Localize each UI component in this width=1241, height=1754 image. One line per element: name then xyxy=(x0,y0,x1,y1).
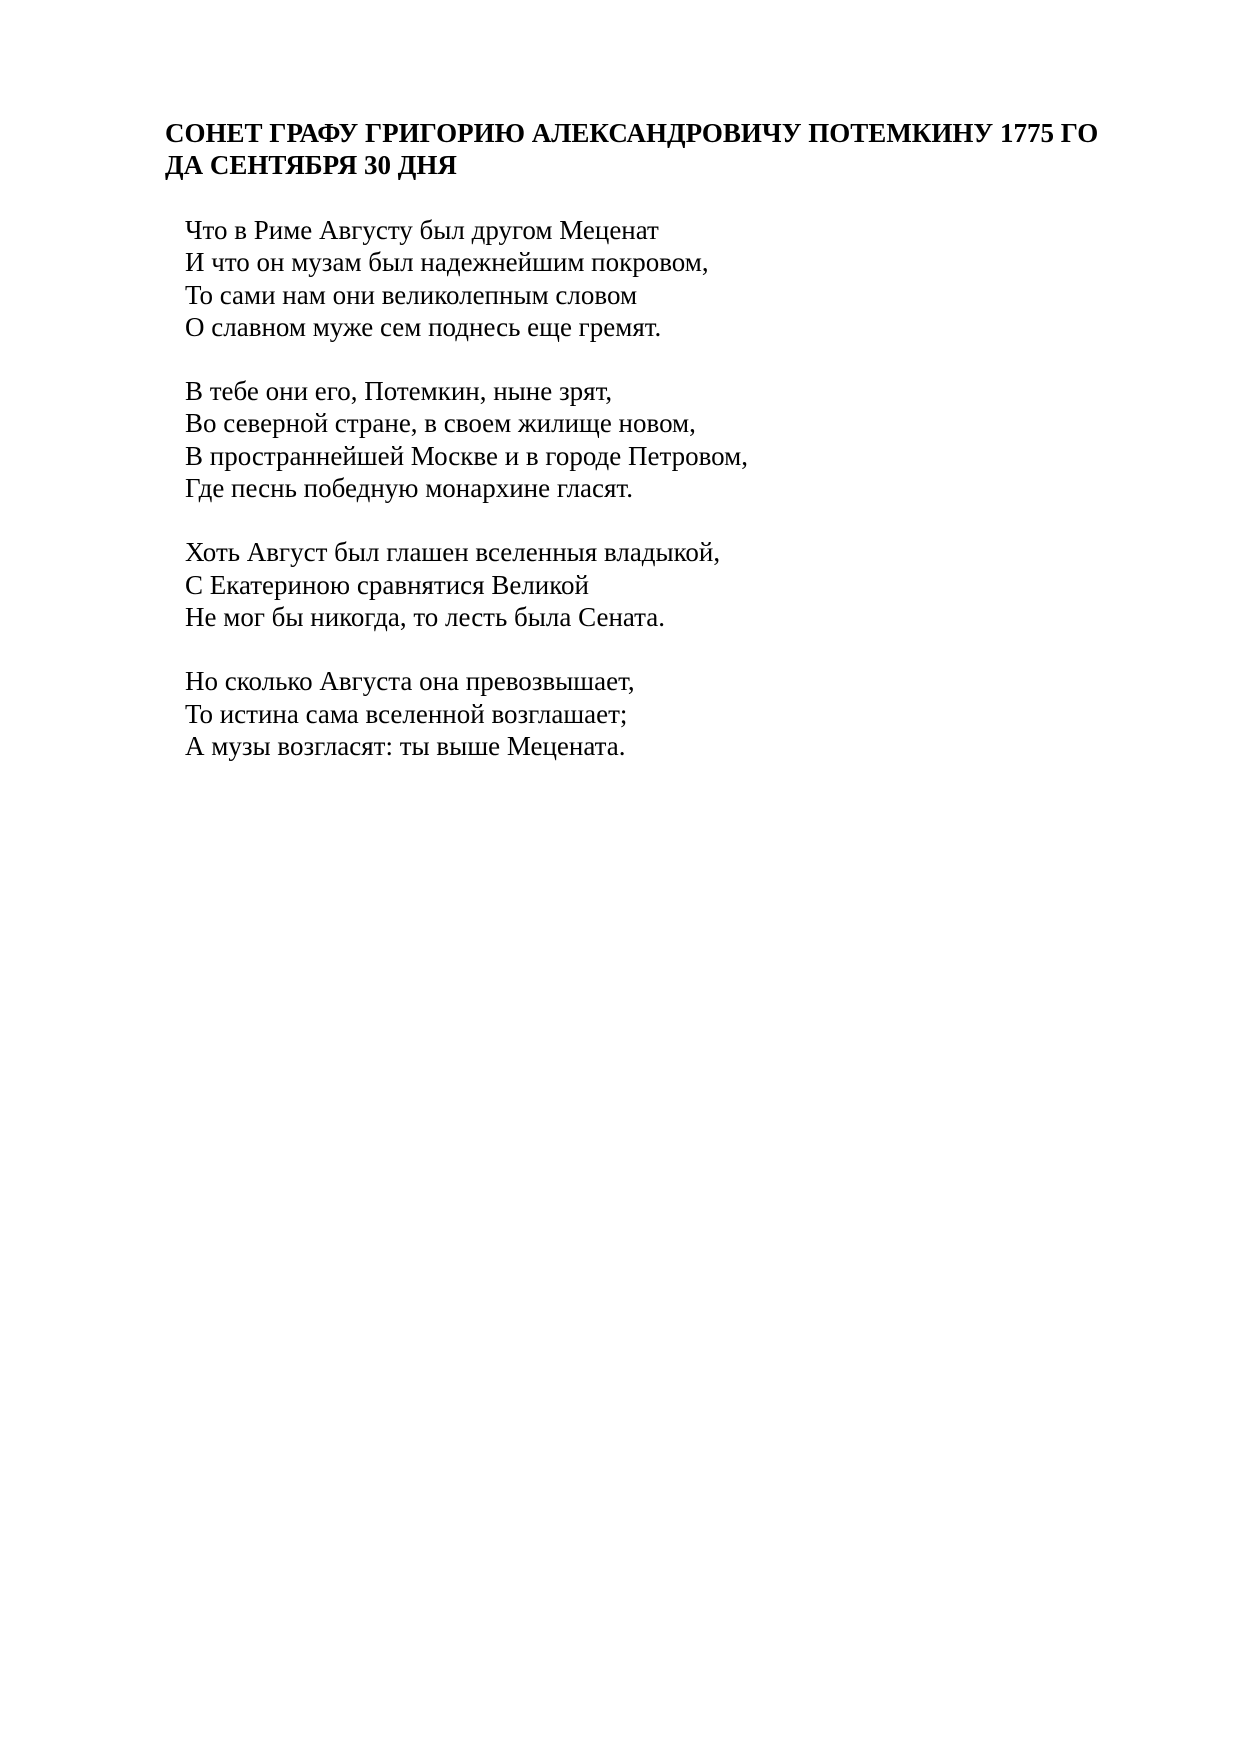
verse-line: То истина сама вселенной возглашает; xyxy=(185,698,628,729)
verse-line: То сами нам они великолепным словом xyxy=(185,279,638,310)
verse-line: С Екатериною сравнятися Великой xyxy=(185,569,589,600)
stanza-2 xyxy=(185,375,1085,504)
poem-body xyxy=(185,214,1085,794)
verse-line: О славном муже сем поднесь еще гремят. xyxy=(185,311,662,342)
stanza-1 xyxy=(185,214,1085,343)
verse-line: Во северной стране, в своем жилище новом, xyxy=(185,408,696,439)
verse-line: В тебе они его, Потемкин, ныне зрят, xyxy=(185,376,613,407)
verse-line: Не мог бы никогда, то лесть была Сената. xyxy=(185,601,666,632)
stanza-3 xyxy=(185,536,1085,633)
poem-title-line: ДА СЕНТЯБРЯ 30 ДНЯ xyxy=(165,150,457,180)
verse-line: И что он музам был надежнейшим покровом, xyxy=(185,247,709,278)
poem-title xyxy=(165,117,1165,181)
verse-line: А музы возгласят: ты выше Мецената. xyxy=(185,730,626,761)
verse-line: Где песнь победную монархине гласят. xyxy=(185,473,633,504)
verse-line: Что в Риме Августу был другом Меценат xyxy=(185,215,659,245)
verse-line: Хоть Август был глашен вселенныя владыкой, xyxy=(185,537,721,568)
poem-title-line: СОНЕТ ГРАФУ ГРИГОРИЮ АЛЕКСАНДРОВИЧУ ПОТЕМКИНУ 1775 ГО xyxy=(165,118,1099,148)
stanza-4 xyxy=(185,665,1085,762)
verse-line: В пространнейшей Москве и в городе Петровом, xyxy=(185,440,749,471)
verse-line: Но сколько Августа она превозвышает, xyxy=(185,666,635,697)
